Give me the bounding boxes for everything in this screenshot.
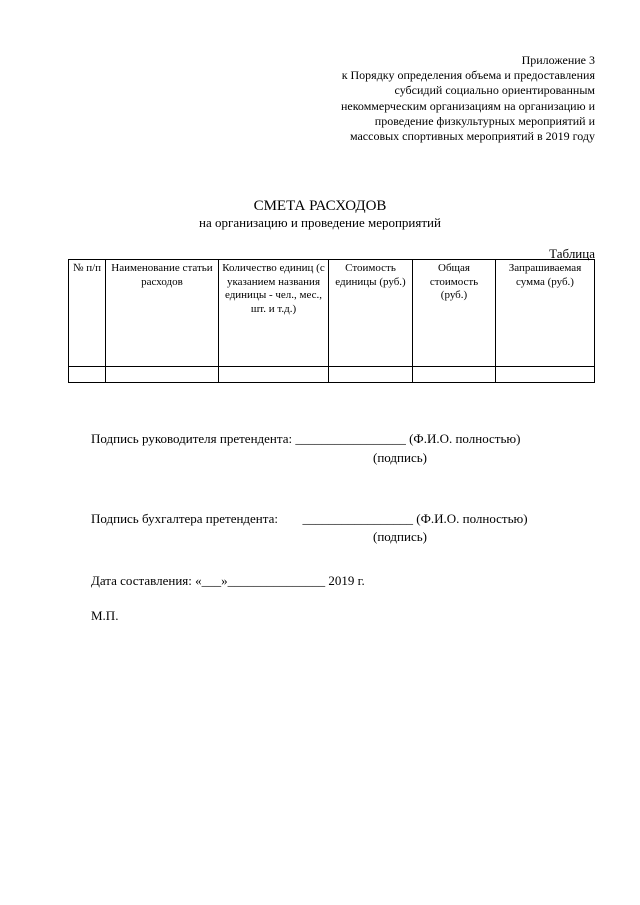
accountant-signature-label: Подпись бухгалтера претендента:	[91, 511, 278, 526]
table-header-row	[69, 260, 595, 367]
table-cell[interactable]	[413, 367, 496, 383]
accountant-signature-line[interactable]: _________________	[302, 511, 413, 526]
appendix-line: некоммерческим организациям на организацию и	[340, 98, 595, 113]
table-label: Таблица	[549, 246, 595, 261]
column-header-total-cost: Общая стоимость (руб.)	[413, 260, 496, 367]
appendix-line: к Порядку определения объема и предоставления	[341, 68, 595, 83]
accountant-signature-row	[91, 511, 528, 527]
appendix-line: массовых спортивных мероприятий в 2019 году	[349, 129, 595, 144]
appendix-header	[255, 53, 595, 144]
column-header-quantity: Количество единиц (с указанием названия единицы - чел., мес., шт. и т.д.)	[219, 260, 329, 367]
date-field[interactable]: Дата составления: «___»_______________ 2019 г.	[91, 573, 365, 588]
table-cell[interactable]	[219, 367, 329, 383]
title-main: СМЕТА РАСХОДОВ	[253, 198, 387, 214]
document-title	[0, 197, 640, 231]
table-cell[interactable]	[69, 367, 106, 383]
table-cell[interactable]	[496, 367, 595, 383]
table-cell[interactable]	[329, 367, 413, 383]
column-header-item-name: Наименование статьи расходов	[106, 260, 219, 367]
head-signature-row	[91, 431, 520, 447]
accountant-name-hint: (Ф.И.О. полностью)	[416, 511, 528, 526]
column-header-unit-cost: Стоимость единицы (руб.)	[329, 260, 413, 367]
appendix-line: Приложение 3	[521, 53, 595, 67]
stamp-mark: М.П.	[91, 608, 119, 623]
column-header-requested-sum: Запрашиваемая сумма (руб.)	[496, 260, 595, 367]
head-sign-hint: (подпись)	[373, 450, 427, 465]
table-cell[interactable]	[106, 367, 219, 383]
estimate-table	[68, 259, 595, 383]
accountant-sign-hint: (подпись)	[373, 529, 427, 544]
head-signature-label: Подпись руководителя претендента:	[91, 431, 293, 446]
appendix-line: субсидий социально ориентированным	[394, 83, 595, 98]
head-name-hint: (Ф.И.О. полностью)	[409, 431, 521, 446]
column-header-number: № п/п	[69, 260, 106, 367]
table-row	[69, 367, 595, 383]
head-signature-line[interactable]: _________________	[295, 431, 406, 446]
appendix-line: проведение физкультурных мероприятий и	[374, 113, 595, 128]
title-subtitle: на организацию и проведение мероприятий	[199, 215, 441, 230]
